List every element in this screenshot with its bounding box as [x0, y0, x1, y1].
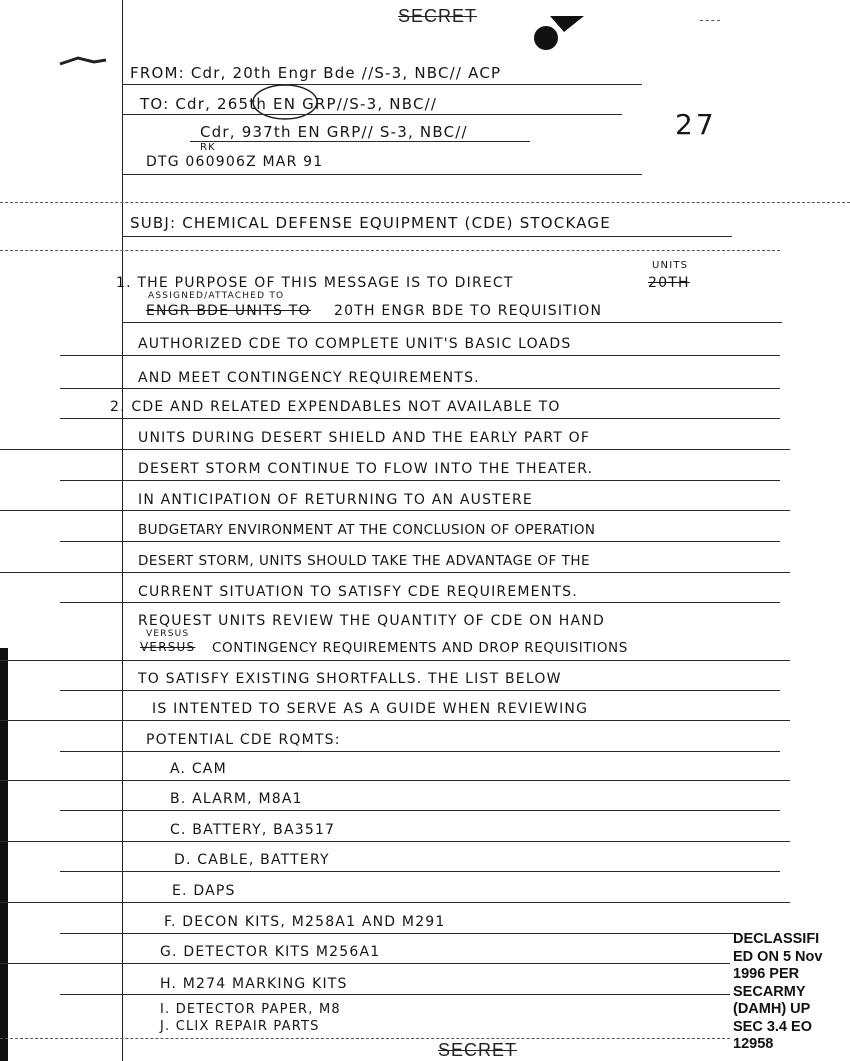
para1-underline-2: [122, 322, 782, 323]
para2-line-11: IS INTENTED TO SERVE AS A GUIDE WHEN REVIEWING: [152, 701, 589, 717]
para2-line-1: 2. CDE AND RELATED EXPENDABLES NOT AVAILABLE TO: [110, 399, 561, 415]
para2-underline-9: [0, 660, 790, 661]
bottom-dash: [0, 1038, 730, 1039]
pen-mark: [58, 54, 108, 70]
para2-line-3: DESERT STORM CONTINUE TO FLOW INTO THE THEATER.: [138, 461, 594, 477]
para2-underline-4: [0, 510, 790, 511]
para1-line3: AUTHORIZED CDE TO COMPLETE UNIT'S BASIC LOADS: [138, 336, 572, 352]
dash-line-1: [0, 202, 850, 203]
para2-line-10: TO SATISFY EXISTING SHORTFALLS. THE LIST BELOW: [138, 671, 562, 687]
para2-versus-insert: VERSUS: [146, 629, 190, 639]
para2-line-5: BUDGETARY ENVIRONMENT AT THE CONCLUSION OF OPERATION: [138, 522, 596, 538]
classification-bottom: SECRET: [438, 1040, 518, 1060]
para2-line-2: UNITS DURING DESERT SHIELD AND THE EARLY PART OF: [138, 430, 591, 446]
list-underline-h: [60, 994, 730, 995]
declass-line: (DAMH) UP: [733, 1001, 811, 1017]
para2-underline-11: [0, 720, 790, 721]
list-underline-f: [60, 933, 740, 934]
subject-line: SUBJ: CHEMICAL DEFENSE EQUIPMENT (CDE) STOCKAGE: [130, 214, 611, 232]
para1-line4: AND MEET CONTINGENCY REQUIREMENTS.: [138, 370, 480, 386]
to-underline-1: [122, 114, 622, 115]
list-underline-g: [0, 963, 730, 964]
declass-line: SEC 3.4 EO: [733, 1018, 812, 1035]
para2-underline-7: [60, 602, 780, 603]
para2-line-12: POTENTIAL CDE RQMTS:: [146, 732, 341, 748]
list-underline-e: [0, 902, 790, 903]
list-item-b: B. ALARM, M8A1: [170, 791, 303, 807]
group-circle: [250, 82, 320, 122]
punch-hole-mark: [528, 12, 586, 52]
classification-top: SECRET: [398, 6, 478, 26]
list-underline-d: [60, 871, 780, 872]
para2-underline-1: [60, 418, 780, 419]
para1-units-insert: UNITS: [652, 260, 689, 271]
list-item-j: J. CLIX REPAIR PARTS: [160, 1019, 320, 1034]
para2-versus-struck: VERSUS: [140, 640, 196, 654]
to-line-2: Cdr, 937th EN GRP// S-3, NBC//: [200, 123, 468, 141]
margin-bar: [0, 648, 8, 1061]
list-underline-c: [0, 841, 790, 842]
para2-underline-6: [0, 572, 790, 573]
dash-line-2: [0, 250, 780, 251]
declass-line: DECLASSIFI: [733, 931, 820, 947]
list-item-h: H. M274 MARKING KITS: [160, 976, 348, 992]
para1-line1-struck: 20TH: [648, 275, 690, 291]
top-dash: [700, 20, 720, 21]
para2-underline-10: [60, 690, 780, 691]
para1-line2: 20TH ENGR BDE TO REQUISITION: [334, 303, 603, 319]
para2-underline-2: [0, 449, 790, 450]
from-underline: [122, 84, 642, 85]
dtg-line: DTG 060906Z MAR 91: [146, 154, 324, 170]
dtg-underline: [122, 174, 642, 175]
list-item-a: A. CAM: [170, 761, 227, 777]
para1-line1: 1. THE PURPOSE OF THIS MESSAGE IS TO DIRECT: [116, 275, 514, 291]
from-line: FROM: Cdr, 20th Engr Bde //S-3, NBC// ACP: [130, 64, 502, 82]
list-item-f: F. DECON KITS, M258A1 AND M291: [164, 914, 446, 930]
declass-line: 1996 PER: [733, 966, 800, 982]
para1-underline-4: [60, 388, 780, 389]
para2-line-7: CURRENT SITUATION TO SATISFY CDE REQUIREMENTS.: [138, 584, 578, 600]
list-underline-b: [60, 810, 780, 811]
list-item-e: E. DAPS: [172, 883, 236, 899]
to-line-1: TO: Cdr, 265th EN GRP//S-3, NBC//: [140, 95, 438, 113]
subject-underline: [122, 236, 732, 237]
para1-insert-above: ASSIGNED/ATTACHED TO: [148, 291, 285, 301]
para2-line-4: IN ANTICIPATION OF RETURNING TO AN AUSTERE: [138, 492, 533, 508]
para2-underline-12: [60, 751, 780, 752]
declass-line: ED ON 5 Nov: [733, 948, 823, 965]
para2-line-6: DESERT STORM, UNITS SHOULD TAKE THE ADVANTAGE OF THE: [138, 553, 591, 569]
para2-line-9: CONTINGENCY REQUIREMENTS AND DROP REQUISITIONS: [212, 640, 628, 656]
dtg-initials: RK: [200, 142, 216, 153]
list-item-c: C. BATTERY, BA3517: [170, 822, 336, 838]
page-number: 27: [675, 108, 717, 141]
declass-line: SECARMY: [733, 983, 806, 1000]
to-underline-2: [190, 141, 530, 142]
para1-underline-3: [60, 355, 780, 356]
para1-line2-struck: ENGR BDE UNITS TO: [146, 303, 311, 319]
para2-underline-3: [60, 480, 780, 481]
para2-underline-5: [60, 541, 780, 542]
list-underline-a: [0, 780, 790, 781]
para2-line-8: REQUEST UNITS REVIEW THE QUANTITY OF CDE ON HAND: [138, 613, 605, 629]
declassification-stamp: [733, 931, 850, 1061]
list-item-i: I. DETECTOR PAPER, M8: [160, 1002, 341, 1017]
list-item-d: D. CABLE, BATTERY: [174, 852, 330, 868]
list-item-g: G. DETECTOR KITS M256A1: [160, 944, 381, 960]
declass-line: 12958: [733, 1036, 774, 1052]
